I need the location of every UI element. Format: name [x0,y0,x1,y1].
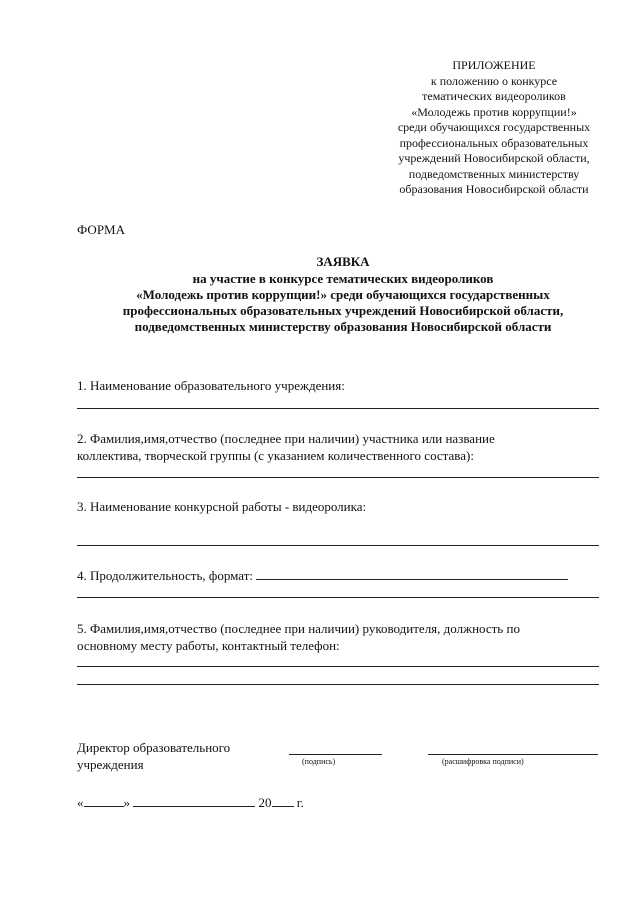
date-year-suffix: г. [296,795,304,810]
title-line: подведомственных министерству образования Новосибирской области [134,319,552,334]
date-day-blank[interactable] [84,795,124,807]
signature-line[interactable] [289,754,382,755]
signature-caption: (подпись) [302,757,336,766]
fill-line-institution[interactable] [77,408,599,409]
appendix-line: ПРИЛОЖЕНИЕ [452,58,536,72]
form-label: ФОРМА [77,222,125,237]
fill-line-duration[interactable] [77,597,599,598]
fill-line-duration-inline[interactable] [256,579,568,580]
item-participant-name-line2: коллектива, творческой группы (с указанием количественного состава): [77,448,474,463]
item-work-title: 3. Наименование конкурсной работы - видеоролика: [77,499,367,514]
appendix-line: подведомственных министерству [408,166,580,181]
appendix-line: учреждений Новосибирской области, [398,151,590,165]
signature-decoding-caption: (расшифровка подписи) [442,757,524,766]
document-title [60,254,626,335]
appendix-line: среди обучающихся государственных [397,120,591,134]
appendix-line: к положению о конкурсе [430,73,558,88]
fill-line-supervisor-1[interactable] [77,666,599,667]
title-line: профессиональных образовательных учреждений Новосибирской области, [122,303,564,318]
date-year-prefix: 20 [258,795,272,810]
fill-line-participant[interactable] [77,477,599,478]
item-supervisor-line1: 5. Фамилия,имя,отчество (последнее при наличии) руководителя, должность по [77,621,520,636]
title-line: на участие в конкурсе тематических видеороликов [192,271,494,286]
date-year-blank[interactable] [272,795,294,807]
duration-format-label: 4. Продолжительность, формат: [77,568,254,583]
item-duration-format [77,567,601,584]
title-line: «Молодежь против коррупции!» среди обучающихся государственных [136,287,550,302]
item-institution-name: 1. Наименование образовательного учреждения: [77,378,345,393]
director-label-line1: Директор образовательного [77,740,231,755]
date-open-quote: « [77,795,84,810]
item-participant-name-line1: 2. Фамилия,имя,отчество (последнее при наличии) участника или название [77,431,495,446]
director-label-line2: учреждения [77,757,144,772]
director-label [77,739,277,773]
appendix-line: профессиональных образовательных [399,135,589,150]
fill-line-work-title[interactable] [77,545,599,546]
item-supervisor-line2: основному месту работы, контактный телефон: [77,638,340,653]
appendix-line: тематических видеороликов [422,89,566,103]
title-heading: ЗАЯВКА [316,254,370,269]
appendix-header [378,58,610,198]
appendix-line: «Молодежь против коррупции!» [411,104,577,119]
date-close-quote: » [123,795,130,810]
date-month-blank[interactable] [133,795,255,807]
appendix-line: образования Новосибирской области [399,182,589,196]
fill-line-supervisor-2[interactable] [77,684,599,685]
signature-decoding-line[interactable] [428,754,598,755]
date-line [77,795,304,811]
